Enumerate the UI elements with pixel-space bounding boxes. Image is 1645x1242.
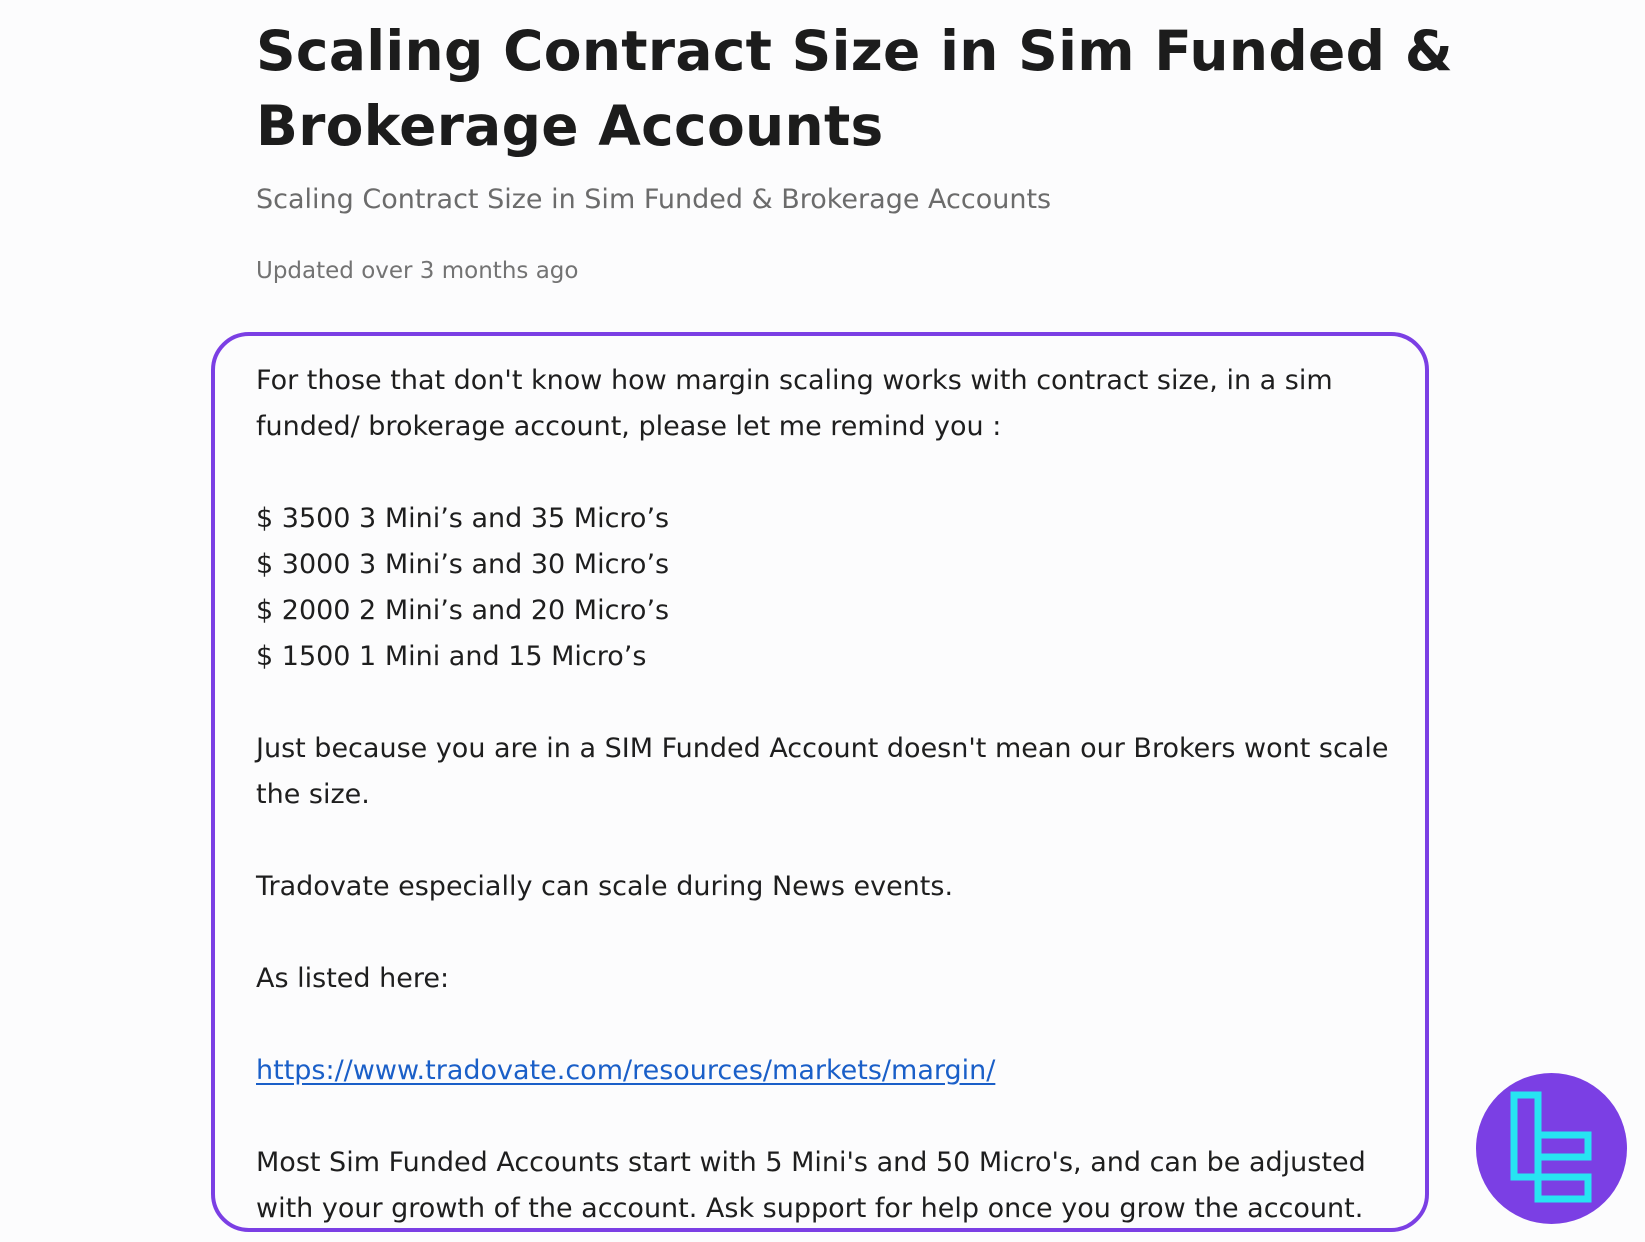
article-header bbox=[256, 14, 1456, 286]
intro-paragraph: For those that don't know how margin scaling works with contract size, in a sim funded/ brokerage account, please let me remind you : bbox=[256, 365, 1333, 442]
closing-paragraph: Most Sim Funded Accounts start with 5 Mini's and 50 Micro's, and can be adjusted with your growth of the account. Ask support for help once you grow the account. bbox=[256, 1147, 1366, 1224]
tier-line: $ 3500 3 Mini’s and 35 Micro’s bbox=[256, 503, 670, 534]
tier-line: $ 2000 2 Mini’s and 20 Micro’s bbox=[256, 595, 670, 626]
article-body bbox=[256, 358, 1426, 1232]
tier-line: $ 3000 3 Mini’s and 30 Micro’s bbox=[256, 549, 670, 580]
page-title: Scaling Contract Size in Sim Funded & Brokerage Accounts bbox=[256, 19, 1453, 158]
tier-line: $ 1500 1 Mini and 15 Micro’s bbox=[256, 641, 647, 672]
tradovate-margin-link[interactable]: https://www.tradovate.com/resources/markets/margin/ bbox=[256, 1055, 996, 1086]
page-subtitle: Scaling Contract Size in Sim Funded & Brokerage Accounts bbox=[256, 184, 1052, 215]
brand-badge[interactable] bbox=[1476, 1073, 1627, 1224]
tradingfinder-logo-icon bbox=[1476, 1073, 1627, 1224]
tradovate-note-paragraph: Tradovate especially can scale during News events. bbox=[256, 871, 954, 902]
updated-timestamp: Updated over 3 months ago bbox=[256, 258, 579, 284]
listed-here-paragraph: As listed here: bbox=[256, 963, 450, 994]
link-paragraph bbox=[256, 1048, 1426, 1094]
scaling-note-paragraph: Just because you are in a SIM Funded Account doesn't mean our Brokers wont scale the size. bbox=[256, 733, 1389, 810]
